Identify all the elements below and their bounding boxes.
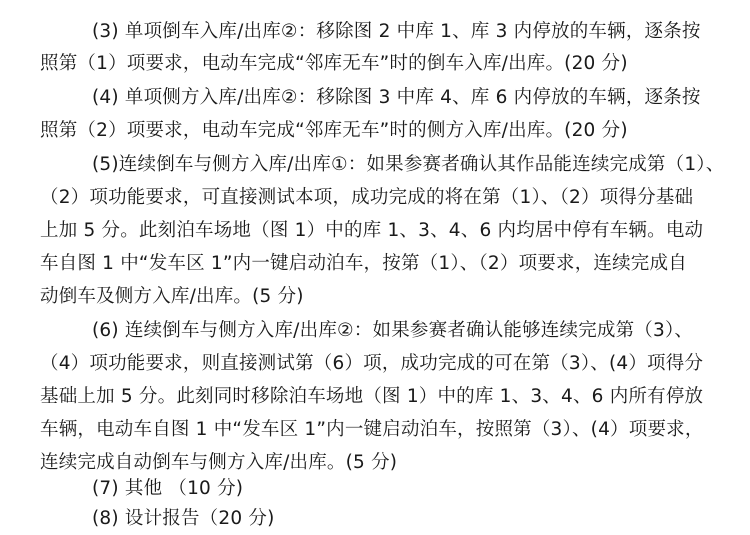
item-6-line-3: 基础上加 5 分。此刻同时移除泊车场地（图 1）中的库 1、3、4、6 内所有停放 bbox=[40, 386, 704, 407]
item-5-line-3: 上加 5 分。此刻泊车场地（图 1）中的库 1、3、4、6 内均居中停有车辆。电动 bbox=[40, 220, 704, 241]
item-6-line-5: 连续完成自动倒车与侧方入库/出库。(5 分) bbox=[40, 452, 398, 473]
item-5-line-4: 车自图 1 中“发车区 1”内一键启动泊车，按第（1）、（2）项要求，连续完成自 bbox=[40, 253, 687, 274]
item-7-line: (7) 其他 （10 分) bbox=[92, 478, 244, 499]
item-4-line-1: (4) 单项侧方入库/出库②：移除图 3 中库 4、库 6 内停放的车辆，逐条按 bbox=[92, 87, 701, 108]
item-8-line: (8) 设计报告（20 分) bbox=[92, 508, 275, 529]
item-6-line-2: （4）项功能要求，则直接测试第（6）项，成功完成的可在第（3）、(4）项得分 bbox=[40, 353, 704, 374]
item-5-line-2: （2）项功能要求，可直接测试本项，成功完成的将在第（1）、（2）项得分基础 bbox=[40, 187, 694, 208]
item-3-line-1: (3) 单项倒车入库/出库②：移除图 2 中库 1、库 3 内停放的车辆，逐条按 bbox=[92, 21, 701, 42]
item-6-line-1: (6) 连续倒车与侧方入库/出库②：如果参赛者确认能够连续完成第（3）、 bbox=[92, 320, 694, 341]
item-3-line-2: 照第（1）项要求，电动车完成“邻库无车”时的倒车入库/出库。(20 分) bbox=[40, 53, 628, 74]
item-4-line-2: 照第（2）项要求，电动车完成“邻库无车”时的侧方入库/出库。(20 分) bbox=[40, 120, 628, 141]
item-6-line-4: 车辆，电动车自图 1 中“发车区 1”内一键启动泊车，按照第（3）、(4）项要求， bbox=[40, 419, 704, 440]
item-5-line-5: 动倒车及侧方入库/出库。(5 分) bbox=[40, 286, 304, 307]
item-5-line-1: (5)连续倒车与侧方入库/出库①：如果参赛者确认其作品能连续完成第（1）、 bbox=[92, 154, 725, 175]
